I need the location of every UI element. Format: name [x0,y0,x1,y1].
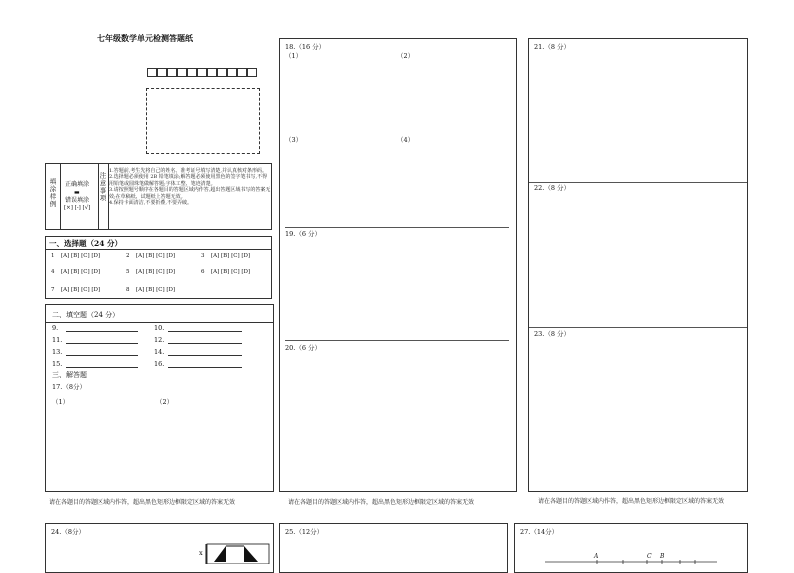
correct-fill-mark: ▬ [74,189,80,196]
exam-id-cell[interactable] [197,68,207,77]
choice-item-number: 6 [201,269,205,275]
exam-id-cell[interactable] [247,68,257,77]
fill-item-number: 13. [52,348,63,356]
choice-options[interactable]: [A] [B] [C] [D] [61,269,101,275]
question-24-box [45,523,274,573]
exam-id-cell[interactable] [157,68,167,77]
notice-text [109,168,271,206]
choice-item-number: 7 [51,287,55,293]
point-label-b: B [660,553,665,560]
exam-id-cell[interactable] [147,68,157,77]
answer-blank[interactable] [168,343,242,344]
solve-heading: 三、解答题 [52,371,87,379]
question-25-box [279,523,508,573]
exam-id-cell[interactable] [177,68,187,77]
column-3-answer-box [528,38,748,492]
fill-item-number: 9. [52,324,59,332]
question-20-label: 20.（6 分） [285,344,322,352]
choice-item-number: 3 [201,253,205,259]
choice-section [45,236,272,299]
divider [46,249,271,250]
question-18-part-1: （1） [285,52,303,60]
question-divider [529,182,747,183]
question-17-part-2: （2） [156,398,174,406]
exam-id-cell[interactable] [187,68,197,77]
exam-id-boxes [147,68,259,78]
question-27-box [514,523,748,573]
fill-item-number: 11. [52,336,63,344]
fill-example-label: 填涂样例 [48,178,57,208]
answer-blank[interactable] [66,367,138,368]
choice-options[interactable]: [A] [B] [C] [D] [61,253,101,259]
choice-item-number: 1 [51,253,55,259]
fill-example-table [45,163,272,230]
exam-id-cell[interactable] [207,68,217,77]
question-21-label: 21.（8 分） [534,43,571,51]
wrong-fill-label: 错误填涂 [65,197,90,204]
question-divider [285,227,509,228]
question-27-label: 27.（14分） [520,528,559,536]
choice-item-number: 2 [126,253,130,259]
answer-blank[interactable] [66,355,138,356]
answer-blank[interactable] [168,331,242,332]
choice-options[interactable]: [A] [B] [C] [D] [136,287,176,293]
exam-id-cell[interactable] [227,68,237,77]
notice-label: 注意事项 [98,172,107,202]
question-25-label: 25.（12分） [285,528,324,536]
choice-options[interactable]: [A] [B] [C] [D] [136,269,176,275]
fill-item-number: 14. [154,348,165,356]
notice-line: 1.答题前,考生先将自己的姓名、准考证号填写清楚,并认真核对条形码。 [109,168,267,174]
question-17-label: 17.（8分） [52,383,86,391]
fill-item-number: 15. [52,360,63,368]
question-18-part-3: （3） [285,136,303,144]
choice-options[interactable]: [A] [B] [C] [D] [211,269,251,275]
sheet-title: 七年级数学单元检测答题纸 [97,34,193,43]
answer-blank[interactable] [168,355,242,356]
answer-area-notice: 请在各题目的答题区域内作答，超出黑色矩形边框限定区域的答案无效 [538,498,725,505]
exam-id-cell[interactable] [217,68,227,77]
point-label-a: A [594,553,599,560]
choice-options[interactable]: [A] [B] [C] [D] [61,287,101,293]
answer-area-notice: 请在各题目的答题区域内作答，超出黑色矩形边框限定区域的答案无效 [49,499,236,506]
choice-item-number: 5 [126,269,130,275]
fill-item-number: 10. [154,324,165,332]
answer-blank[interactable] [66,343,138,344]
choice-options[interactable]: [A] [B] [C] [D] [136,253,176,259]
question-23-label: 23.（8 分） [534,330,571,338]
question-18-part-2: （2） [397,52,415,60]
axis-label-x: x [199,549,203,557]
fill-item-number: 16. [154,360,165,368]
fill-section [45,304,274,492]
choice-item-number: 4 [51,269,55,275]
answer-blank[interactable] [168,367,242,368]
question-17-part-1: （1） [52,398,70,406]
answer-area-notice: 请在各题目的答题区域内作答，超出黑色矩形边框限定区域的答案无效 [288,499,475,506]
question-18-label: 18.（16 分） [285,43,326,51]
choice-heading: 一、选择题（24 分） [49,239,123,248]
notice-line: 2.选择题必须使用 2B 铅笔填涂;解答题必须使用黑色的签字笔书写,不得用铅笔或圆珠笔做解答题;字体工整、笔迹清楚。 [109,174,268,187]
fill-item-number: 12. [154,336,165,344]
divider [46,322,273,323]
correct-fill-label: 正确填涂 [65,181,90,188]
table-divider [60,164,61,229]
wrong-fill-mark: [×] [-] [√] [64,205,91,211]
question-divider [285,340,509,341]
question-18-part-4: （4） [397,136,415,144]
number-line-figure [545,560,720,568]
exam-id-cell[interactable] [167,68,177,77]
question-24-label: 24.（8分） [51,528,85,536]
exam-id-cell[interactable] [237,68,247,77]
barcode-area [146,88,260,154]
notice-line: 3.请按照题号顺序在各题目的答题区域内作答,超出答题区域书写的答案无效;在草稿纸、试题纸上答题无效。 [109,187,271,200]
question-24-figure [204,542,270,564]
question-divider [529,327,747,328]
question-22-label: 22.（8 分） [534,184,571,192]
point-label-c: C [647,553,652,560]
fill-heading: 二、填空题（24 分） [52,311,120,319]
choice-options[interactable]: [A] [B] [C] [D] [211,253,251,259]
column-2-answer-box [279,38,517,492]
notice-line: 4.保持卡面清洁,不要折叠,不要弄破。 [109,200,192,207]
question-19-label: 19.（6 分） [285,230,322,238]
answer-blank[interactable] [66,331,138,332]
choice-item-number: 8 [126,287,130,293]
